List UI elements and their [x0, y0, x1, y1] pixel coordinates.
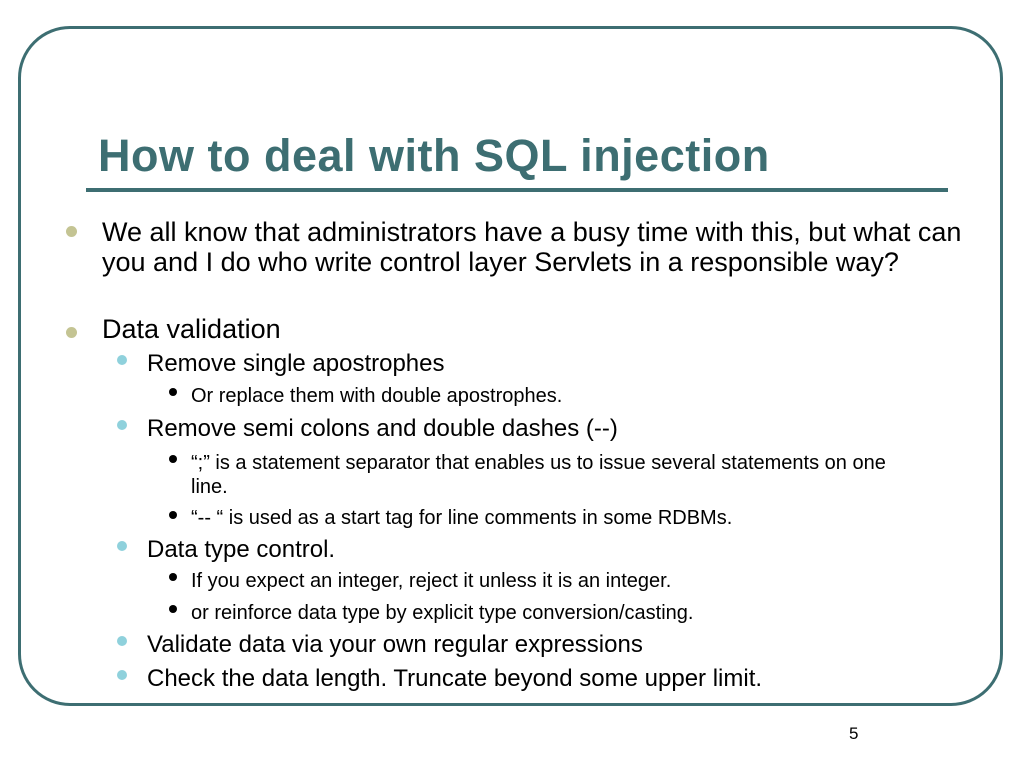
bullet-level2-text: Remove single apostrophes	[147, 350, 445, 377]
level3-bullet-icon	[169, 455, 177, 463]
bullet-level1-text: We all know that administrators have a busy time with this, but what can you and I do who write control layer Servlets in a responsible way?	[102, 217, 962, 277]
bullet-level2-text: Check the data length. Truncate beyond some upper limit.	[147, 665, 763, 692]
title-underline	[86, 188, 948, 192]
level1-bullet-icon	[66, 226, 77, 237]
level2-bullet-icon	[117, 541, 127, 551]
bullet-level3-text: If you expect an integer, reject it unless it is an integer.	[191, 570, 672, 592]
level3-bullet-icon	[169, 511, 177, 519]
level2-bullet-icon	[117, 355, 127, 365]
level3-bullet-icon	[169, 605, 177, 613]
bullet-level3-text: or reinforce data type by explicit type conversion/casting.	[191, 602, 694, 624]
bullet-level2-text: Data type control.	[147, 536, 336, 563]
level2-bullet-icon	[117, 670, 127, 680]
slide-title: How to deal with SQL injection	[98, 130, 770, 181]
page-number: 5	[849, 724, 859, 743]
bullet-level1-text: Data validation	[102, 314, 281, 344]
bullet-level2-text: Remove semi colons and double dashes (--)	[147, 415, 618, 442]
bullet-level3-text: Or replace them with double apostrophes.	[191, 385, 563, 407]
bullet-level3-text: “;” is a statement separator that enables us to issue several statements on one line.	[191, 452, 886, 498]
level3-bullet-icon	[169, 388, 177, 396]
bullet-level3-text: “-- “ is used as a start tag for line comments in some RDBMs.	[191, 507, 733, 529]
level2-bullet-icon	[117, 420, 127, 430]
level2-bullet-icon	[117, 636, 127, 646]
level3-bullet-icon	[169, 573, 177, 581]
level1-bullet-icon	[66, 327, 77, 338]
bullet-level2-text: Validate data via your own regular expressions	[147, 631, 643, 658]
